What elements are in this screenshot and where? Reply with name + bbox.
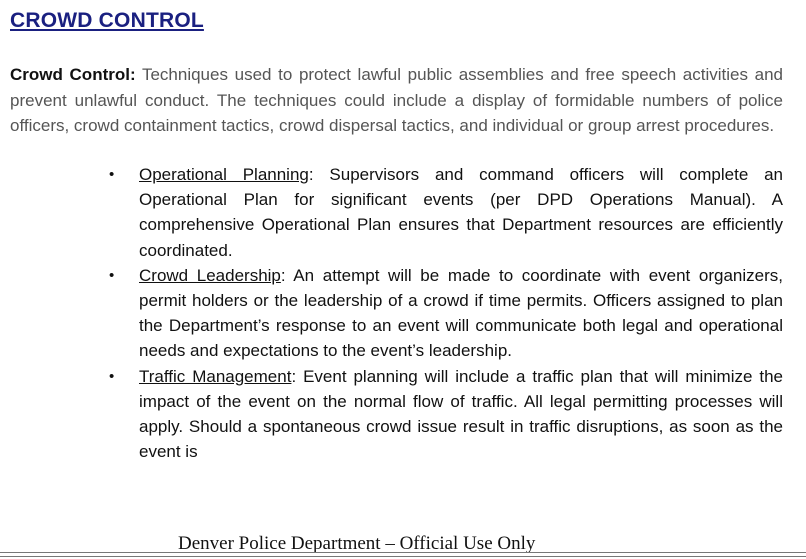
bullet-list bbox=[105, 162, 783, 464]
list-item-operational-planning bbox=[105, 162, 783, 263]
list-item-crowd-leadership bbox=[105, 263, 783, 364]
bullet-term: Crowd Leadership bbox=[139, 265, 281, 285]
list-item-traffic-management bbox=[105, 364, 783, 465]
bullet-icon: • bbox=[109, 166, 115, 183]
bullet-icon: • bbox=[109, 266, 115, 284]
bullet-text: : Supervisors and command officers will complete an Operational Plan for significant events (per DPD Operations Manual). A comprehensive Operational Plan ensures that Department resources are efficiently coordinated. bbox=[139, 165, 784, 260]
bullet-term: Traffic Management bbox=[139, 366, 292, 386]
intro-paragraph bbox=[10, 62, 783, 139]
bullet-text: : Event planning will include a traffic plan that will minimize the impact of the event on the normal flow of traffic. All legal permitting processes will apply. Should a spontaneous crowd issue result in traffic disruptions, as soon as the event is bbox=[139, 366, 783, 462]
page-footer: Denver Police Department – Official Use Only bbox=[178, 533, 536, 554]
intro-term: Crowd Control: bbox=[10, 65, 136, 84]
footer-divider bbox=[0, 552, 806, 557]
bullet-text: : An attempt will be made to coordinate with event organizers, permit holders or the leadership of a crowd if time permits. Officers assigned to plan the Department’s response to an event will communicate both legal and operational needs and expectations to the event’s leadership. bbox=[139, 265, 784, 361]
section-title: CROWD CONTROL bbox=[10, 9, 204, 32]
bullet-icon: • bbox=[109, 367, 115, 385]
intro-text: Techniques used to protect lawful public assemblies and free speech activities and prevent unlawful conduct. The techniques could include a display of formidable numbers of police officers, crowd containment tactics, crowd dispersal tactics, and individual or group arrest procedures. bbox=[10, 65, 783, 135]
bullet-term: Operational Planning bbox=[139, 165, 309, 184]
